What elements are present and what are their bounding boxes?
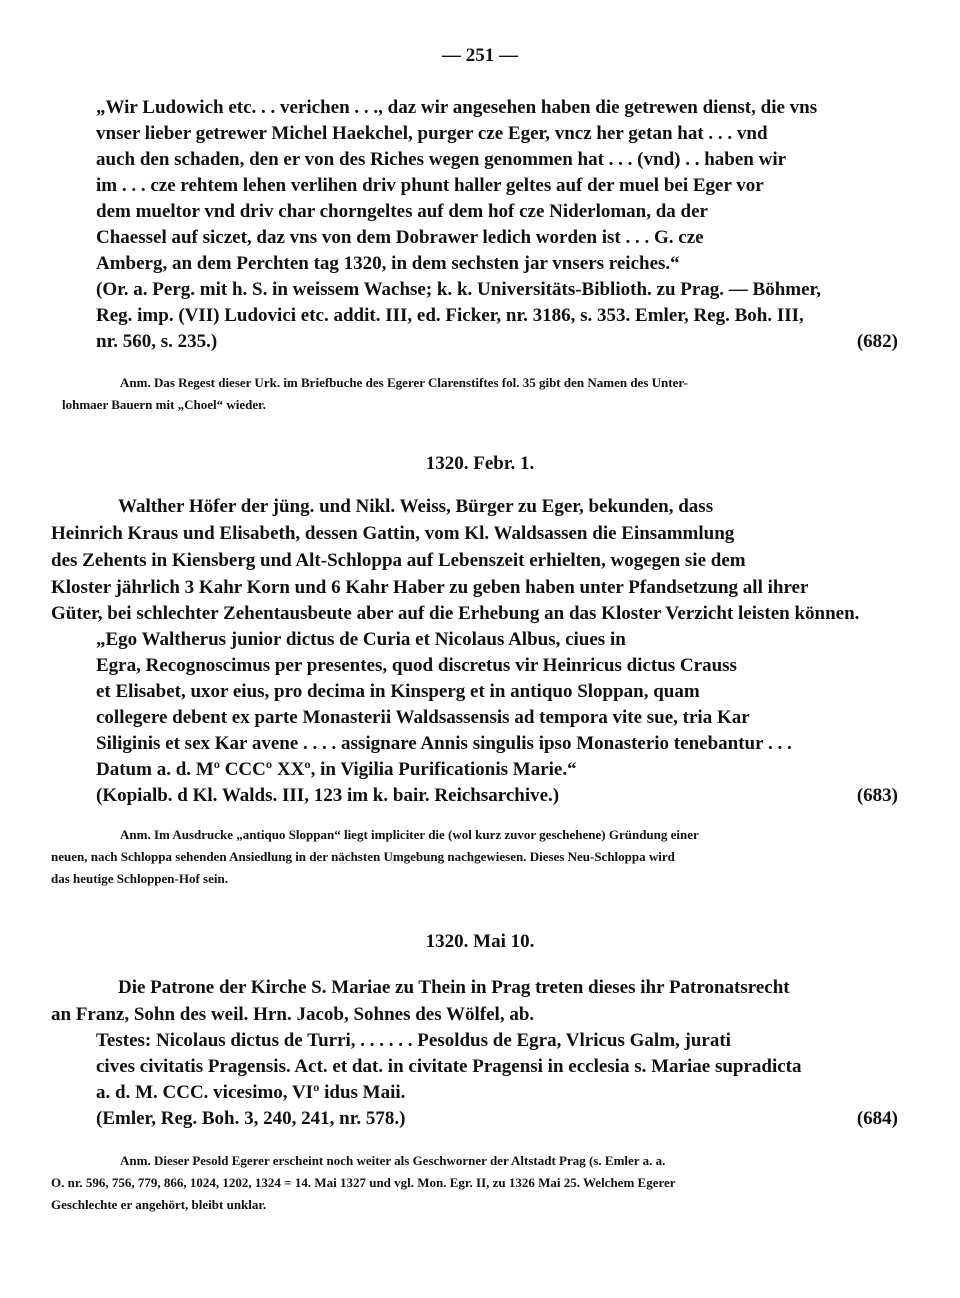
entry-684-note: O. nr. 596, 756, 779, 866, 1024, 1202, 1324 = 14. Mai 1327 und vgl. Mon. Egr. II, zu 1326 Mai 25. Welchem Egerer (51, 1175, 676, 1190)
entry-683-regest-line: Güter, bei schlechter Zehentausbeute aber auf die Erhebung an das Kloster Verzicht leisten können. (51, 603, 860, 624)
entry-683-date: 1320. Febr. 1. (425, 453, 535, 474)
entry-684-source: (Emler, Reg. Boh. 3, 240, 241, nr. 578.) (96, 1108, 406, 1129)
entry-682-line: vnser lieber getrewer Michel Haekchel, purger cze Eger, vncz her getan hat . . . vnd (96, 123, 768, 144)
entry-683-regest-line: Kloster jährlich 3 Kahr Korn und 6 Kahr Haber zu geben haben unter Pfandsetzung all ihrer (51, 577, 809, 598)
entry-683-text-line: Datum a. d. Mº CCCº XXº, in Vigilia Purificationis Marie.“ (96, 759, 577, 780)
entry-683-text-line: collegere debent ex parte Monasterii Waldsassensis ad tempora vite sue, tria Kar (96, 707, 750, 728)
entry-682-line: im . . . cze rehtem lehen verlihen driv phunt haller geltes auf der muel bei Eger vor (96, 175, 764, 196)
entry-682-number: (682) (856, 331, 898, 352)
page-number: — 251 — (442, 45, 518, 66)
entry-683-number: (683) (856, 785, 898, 806)
entry-683-text-line: et Elisabet, uxor eius, pro decima in Kinsperg et in antiquo Sloppan, quam (96, 681, 700, 702)
entry-684-text-line: a. d. M. CCC. vicesimo, VIº idus Maii. (96, 1082, 406, 1103)
entry-683-note: neuen, nach Schloppa sehenden Ansiedlung in der nächsten Umgebung nachgewiesen. Dieses Neu-Schloppa wird (51, 849, 675, 864)
entry-682-line: auch den schaden, den er von des Riches wegen genommen hat . . . (vnd) . . haben wir (96, 149, 787, 170)
entry-683-regest-line: des Zehents in Kiensberg und Alt-Schloppa auf Lebenszeit erhielten, wogegen sie dem (51, 550, 746, 571)
entry-683-text-line: „Ego Waltherus junior dictus de Curia et Nicolaus Albus, ciues in (96, 629, 626, 650)
entry-683-regest-line: Walther Höfer der jüng. und Nikl. Weiss, Bürger zu Eger, bekunden, dass (118, 496, 714, 517)
entry-684-text-line: cives civitatis Pragensis. Act. et dat. in civitate Pragensi in ecclesia s. Mariae supradicta (96, 1056, 802, 1077)
entry-683-note: das heutige Schloppen-Hof sein. (51, 871, 228, 886)
entry-684-text-line: Testes: Nicolaus dictus de Turri, . . . . . . Pesoldus de Egra, Vlricus Galm, jurati (96, 1030, 731, 1051)
entry-684-regest-line: Die Patrone der Kirche S. Mariae zu Thein in Prag treten dieses ihr Patronatsrecht (118, 977, 790, 998)
entry-683-source: (Kopialb. d Kl. Walds. III, 123 im k. bair. Reichsarchive.) (96, 785, 560, 806)
entry-682-source: (Or. a. Perg. mit h. S. in weissem Wachse; k. k. Universitäts-Biblioth. zu Prag. — Böhmer, (96, 279, 821, 300)
entry-684-number: (684) (856, 1108, 898, 1129)
entry-682-line: dem mueltor vnd driv char chorngeltes auf dem hof cze Niderloman, da der (96, 201, 708, 222)
entry-683-note: Anm. Im Ausdrucke „antiquo Sloppan“ liegt impliciter die (wol kurz zuvor geschehene) Gründung einer (120, 827, 699, 842)
entry-682-line: „Wir Ludowich etc. . . verichen . . ., daz wir angesehen haben die getrewen dienst, die vns (96, 97, 818, 118)
entry-684-note: Anm. Dieser Pesold Egerer erscheint noch weiter als Geschworner der Altstadt Prag (s. Emler a. a. (120, 1153, 666, 1168)
entry-682-line: Chaessel auf siczet, daz vns von dem Dobrawer ledich worden ist . . . G. cze (96, 227, 704, 248)
entry-684-regest-line: an Franz, Sohn des weil. Hrn. Jacob, Sohnes des Wölfel, ab. (51, 1004, 535, 1025)
entry-684-date: 1320. Mai 10. (425, 931, 535, 952)
entry-682-note: Anm. Das Regest dieser Urk. im Briefbuche des Egerer Clarenstiftes fol. 35 gibt den Namen des Unter- (120, 375, 688, 390)
entry-683-regest-line: Heinrich Kraus und Elisabeth, dessen Gattin, vom Kl. Waldsassen die Einsammlung (51, 523, 735, 544)
entry-683-text-line: Siliginis et sex Kar avene . . . . assignare Annis singulis ipso Monasterio tenebantur . . . (96, 733, 792, 754)
entry-682-source: nr. 560, s. 235.) (96, 331, 218, 352)
entry-683-text-line: Egra, Recognoscimus per presentes, quod discretus vir Heinricus dictus Crauss (96, 655, 737, 676)
entry-682-source: Reg. imp. (VII) Ludovici etc. addit. III, ed. Ficker, nr. 3186, s. 353. Emler, Reg. Boh. III, (96, 305, 804, 326)
entry-682-line: Amberg, an dem Perchten tag 1320, in dem sechsten jar vnsers reiches.“ (96, 253, 680, 274)
entry-684-note: Geschlechte er angehört, bleibt unklar. (51, 1197, 267, 1212)
entry-682-note: lohmaer Bauern mit „Choel“ wieder. (62, 397, 267, 412)
